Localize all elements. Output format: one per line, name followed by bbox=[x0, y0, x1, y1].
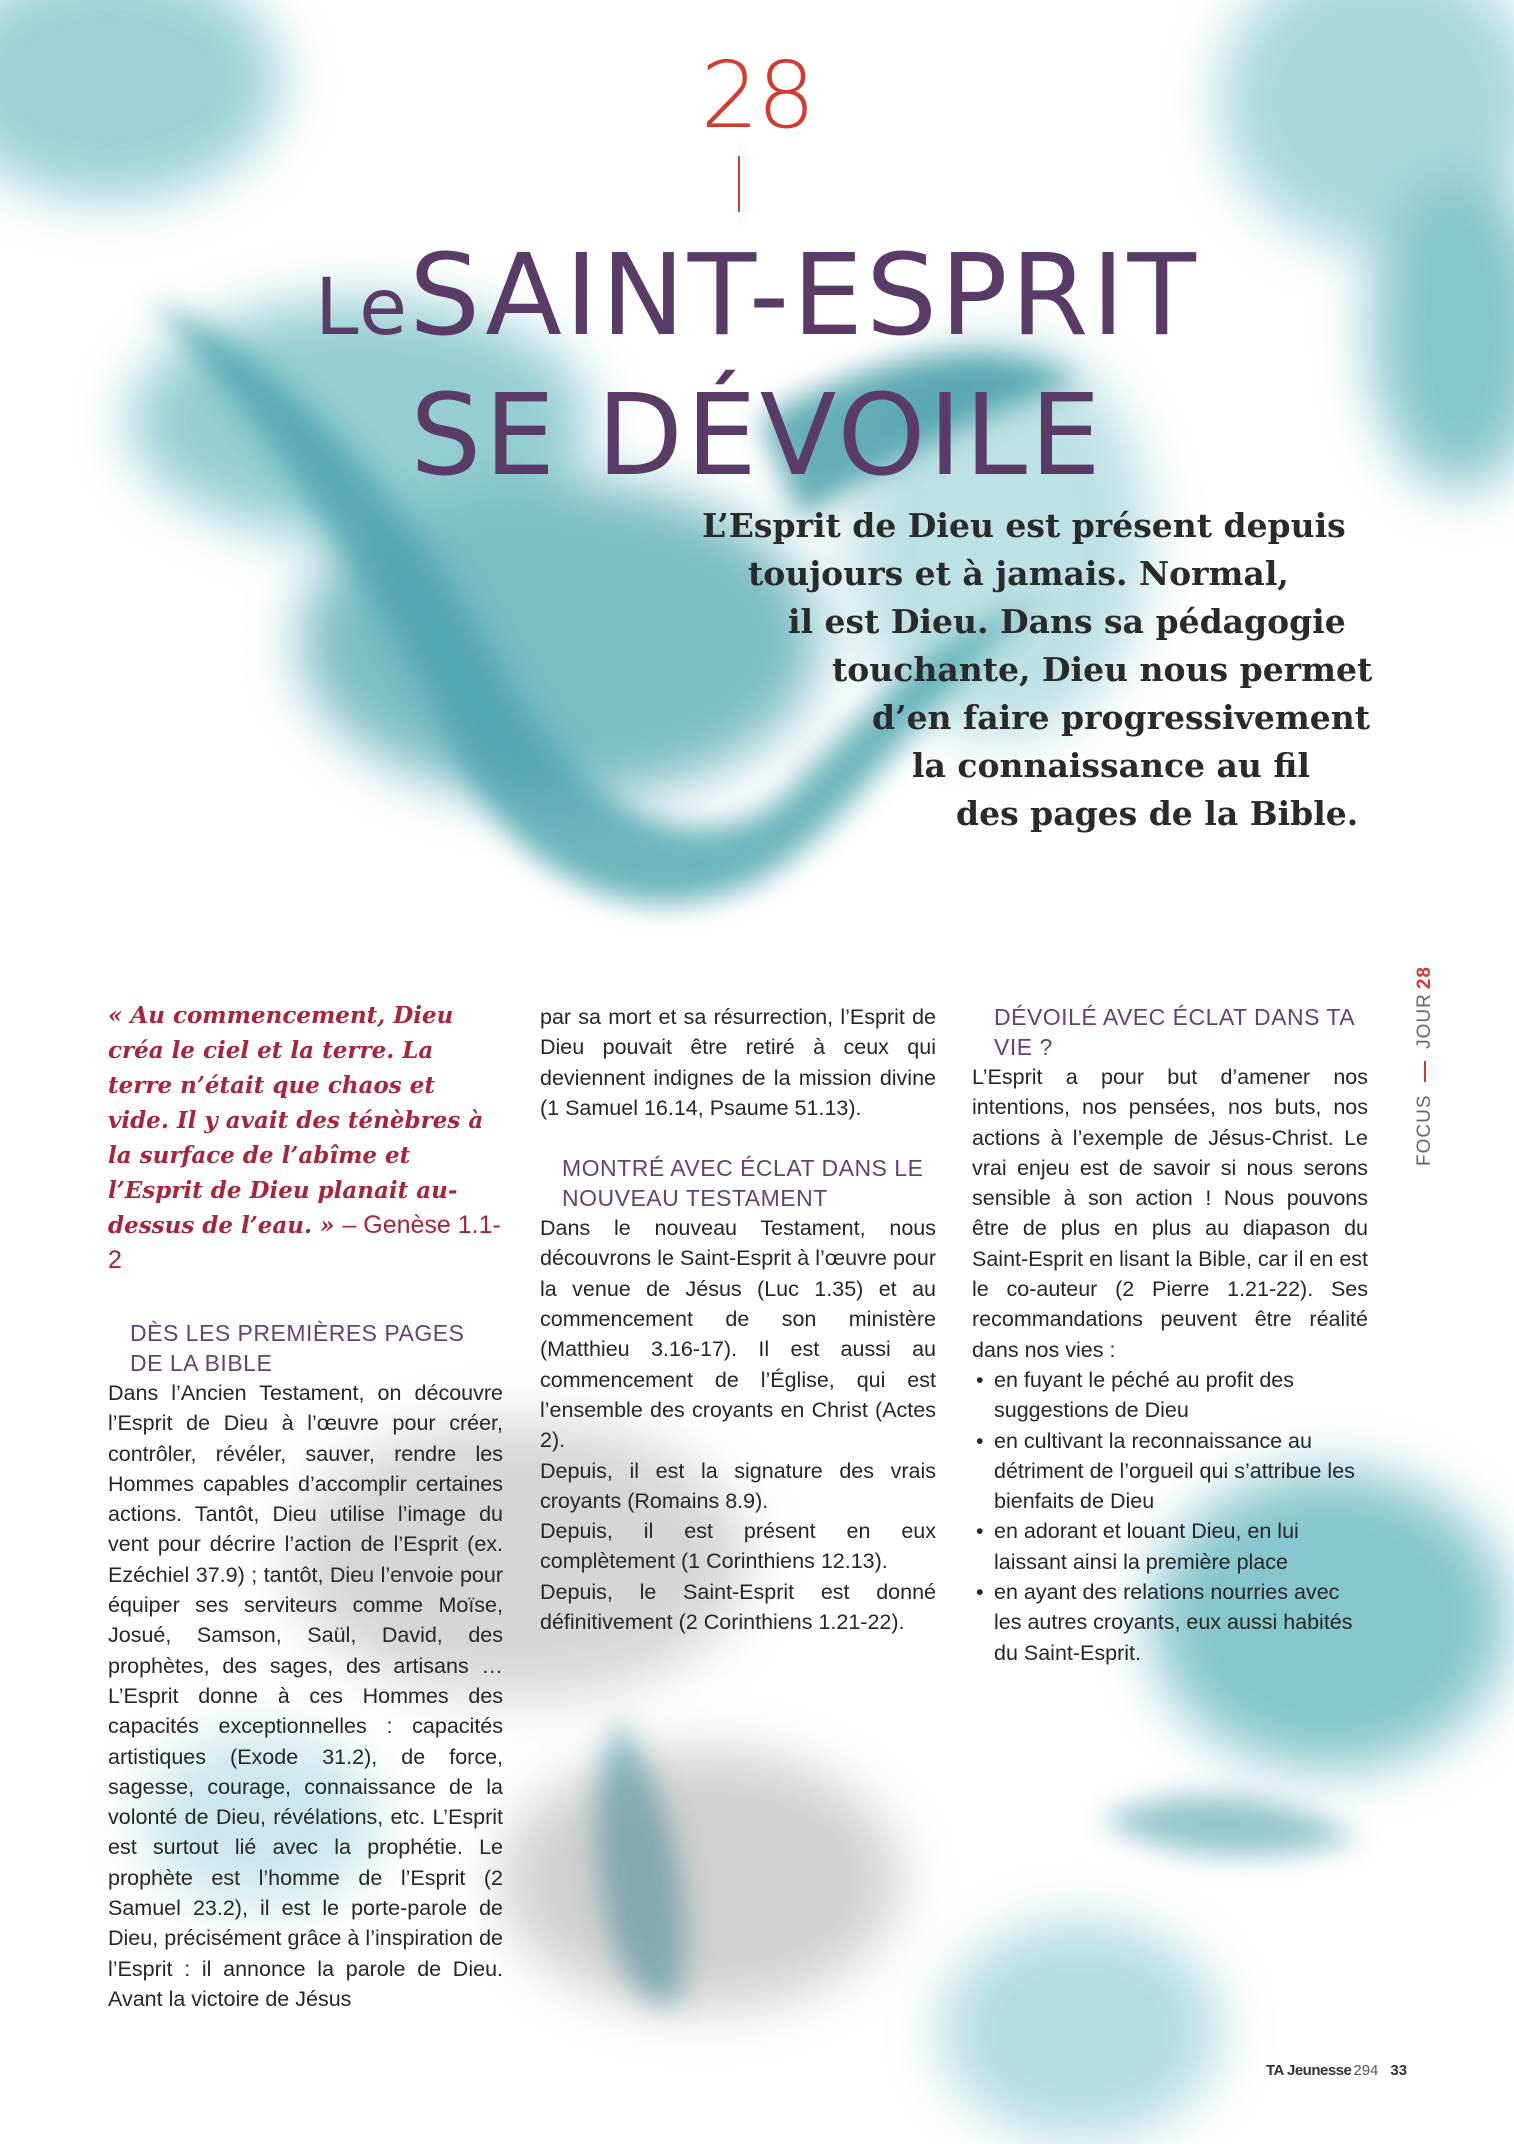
section-label: FOCUS bbox=[1414, 1094, 1435, 1166]
title-divider bbox=[738, 156, 740, 212]
day-number: 28 bbox=[700, 42, 814, 149]
body-paragraph: Depuis, il est la signature des vrais croyants (Romains 8.9). bbox=[540, 1458, 936, 1513]
body-paragraph: L’Esprit a pour but d’amener nos intentions, nos pensées, nos buts, nos actions à l’exemple de Jésus-Christ. Le vrai enjeu est de savoir si nous serons sensible à son action ! Nous pouvons être de plus en plus au diapason du Saint-Esprit en lisant la Bible, car il en est le co-auteur (2 Pierre 1.21-22). Ses recommandations peuvent être réalité dans nos vies : bbox=[972, 1065, 1368, 1362]
body-paragraph: Dans l’Ancien Testament, on découvre l’Esprit de Dieu à l’œuvre pour créer, contrôler, révéler, sauver, rendre les Hommes capables d’accomplir certaines actions. Tantôt, Dieu utilise l’image du vent pour décrire l’action de l’Esprit (ex. Ezéchiel 37.9) ; tantôt, Dieu l’envoie pour équiper ses serviteurs comme Moïse, Josué, Samson, Saül, David, des prophètes, des sages, des artisans … L’Esprit donne à ces Hommes des capacités exceptionnelles : capacités artistiques (Exode 31.2), de force, sagesse, courage, connaissance de la volonté de Dieu, révélations, etc. L’Esprit est surtout lié avec la prophétie. Le prophète est l’homme de l’Esprit (2 Samuel 23.2), il est le porte-parole de Dieu, précisément grâce à l’inspiration de l’Esprit : il annonce la parole de Dieu. Avant la victoire de Jésus bbox=[108, 1381, 503, 2011]
list-item: • en cultivant la reconnaissance au détriment de l’orgueil qui s’attribue les bienfaits de Dieu bbox=[972, 1426, 1368, 1517]
section-heading: MONTRÉ AVEC ÉCLAT DANS LE NOUVEAU TESTAMENT bbox=[562, 1155, 924, 1212]
section-tab-rule bbox=[1424, 1061, 1426, 1083]
lead-line: L’Esprit de Dieu est présent depuis bbox=[702, 506, 1346, 545]
magazine-brand: TA Jeunesse bbox=[1266, 2062, 1352, 2079]
spacer bbox=[540, 1123, 936, 1153]
title-prefix: Le bbox=[315, 263, 410, 353]
day-label-number: 28 bbox=[1414, 966, 1435, 990]
body-paragraph: Dans le nouveau Testament, nous découvrons le Saint-Esprit à l’œuvre pour la venue de Jésus (Luc 1.35) et au commencement de son ministère (Matthieu 3.16-17). Il est aussi au commencement de l’Église, qui est l’ensemble des croyants en Christ (Actes 2). bbox=[540, 1216, 936, 1453]
body-paragraph: Depuis, le Saint-Esprit est donné définitivement (2 Corinthiens 1.21-22). bbox=[540, 1579, 936, 1635]
quote-reference: – Genèse 1.1-2 bbox=[108, 1211, 501, 1274]
lead-line: la connaissance au fil bbox=[912, 746, 1310, 785]
issue-number: 294 bbox=[1353, 2062, 1379, 2079]
article-column-3 bbox=[972, 1002, 1368, 1668]
list-item: • en ayant des relations nourries avec les autres croyants, eux aussi habités du Saint-Esprit. bbox=[972, 1577, 1368, 1668]
page-number: 33 bbox=[1390, 2062, 1408, 2079]
page-title bbox=[0, 232, 1514, 500]
lead-line: d’en faire progressivement bbox=[872, 698, 1370, 737]
lead-line: touchante, Dieu nous permet bbox=[832, 650, 1373, 689]
lead-line: des pages de la Bible. bbox=[956, 794, 1359, 833]
article-column-1 bbox=[108, 998, 503, 2014]
lead-paragraph bbox=[640, 502, 1400, 838]
recommendation-list bbox=[972, 1365, 1368, 1668]
list-item: • en fuyant le péché au profit des suggestions de Dieu bbox=[972, 1365, 1368, 1426]
title-line-2: SE DÉVOILE bbox=[410, 371, 1104, 501]
title-line-1 bbox=[0, 232, 1514, 372]
body-paragraph: par sa mort et sa résurrection, l’Esprit de Dieu pouvait être retiré à ceux qui deviennent indignes de la mission divine (1 Samuel 16.14, Psaume 51.13). bbox=[540, 1005, 936, 1120]
day-label: JOUR bbox=[1414, 993, 1435, 1049]
section-heading: DÉVOILÉ AVEC ÉCLAT DANS TA VIE ? bbox=[994, 1004, 1354, 1060]
section-heading: DÈS LES PREMIÈRES PAGES DE LA BIBLE bbox=[130, 1320, 465, 1376]
title-main: SAINT-ESPRIT bbox=[409, 231, 1199, 361]
article-column-2 bbox=[540, 1002, 936, 1637]
quote-text: « Au commencement, Dieu créa le ciel et la terre. La terre n’était que chaos et vide. Il y avait des ténèbres à la surface de l’abîme et l’Esprit de Dieu planait au-dessus de l’eau. » bbox=[108, 1002, 484, 1239]
body-paragraph: Depuis, il est présent en eux complètement (1 Corinthiens 12.13). bbox=[540, 1519, 936, 1574]
section-tab bbox=[1410, 966, 1440, 1166]
list-item: • en adorant et louant Dieu, en lui laissant ainsi la première place bbox=[972, 1516, 1368, 1577]
lead-line: toujours et à jamais. Normal, bbox=[748, 554, 1289, 593]
scripture-quote bbox=[108, 998, 503, 1278]
lead-line: il est Dieu. Dans sa pédagogie bbox=[788, 602, 1346, 641]
page-footer bbox=[1266, 2062, 1407, 2079]
